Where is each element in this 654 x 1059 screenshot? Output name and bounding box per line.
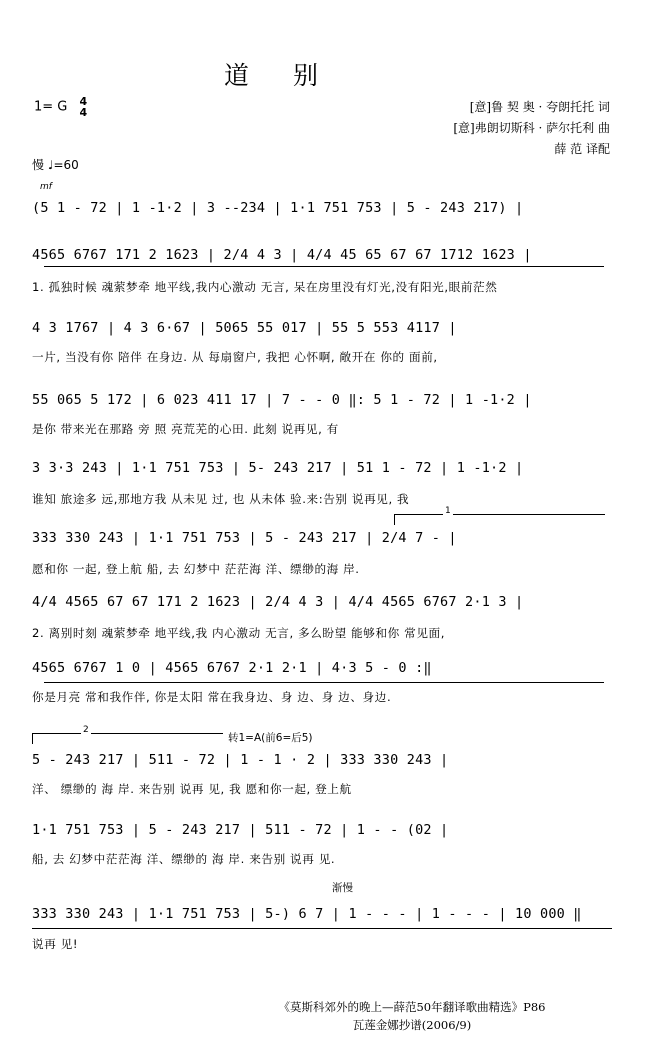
song-title: 道 别 (224, 61, 336, 90)
lyric-line-3: 一片, 当没有你 陪伴 在身边. 从 每扇窗户, 我把 心怀啊, 敞开在 你的 面前, (32, 350, 438, 364)
staff-line-8: 4565 6767 1 0 | 4565 6767 2·1 2·1 | 4·3 5 - 0 :‖ (32, 660, 432, 676)
lyric-line-10: 船, 去 幻梦中茫茫海 洋、缥缈的 海 岸. 来告别 说再 见. (32, 852, 336, 866)
staff-line-2: 4565 6767 171 2 1623 | 2/4 4 3 | 4/4 45 65 67 67 1712 1623 | (32, 247, 532, 263)
modulation-note: 转1=A(前6=后5) (228, 732, 313, 744)
staff-line-9: 5 - 243 217 | 511 - 72 | 1 - 1 · 2 | 333 330 243 | (32, 752, 449, 768)
lyricist-credit: [意]鲁 契 奥 · 夸朗托托 词 (469, 100, 610, 114)
time-signature (80, 96, 88, 118)
staff-line-6: 333 330 243 | 1·1 751 753 | 5 - 243 217 | 2/4 7 - | (32, 530, 457, 546)
lyric-line-2: 1. 孤独时候 魂萦梦牵 地平线,我内心激动 无言, 呆在房里没有灯光,没有阳光,眼前茫然 (32, 280, 498, 294)
volta-bracket-2 (32, 725, 223, 744)
credits (453, 97, 610, 160)
lyric-line-4: 是你 带来光在那路 旁 照 亮荒芜的心田. 此刻 说再见, 有 (32, 422, 339, 436)
lyric-line-5: 谁知 旅途多 远,那地方我 从未见 过, 也 从未体 验.来:告别 说再见, 我 (32, 492, 410, 506)
staff-line-7: 4/4 4565 67 67 171 2 1623 | 2/4 4 3 | 4/4 4565 6767 2·1 3 | (32, 594, 524, 610)
beam-line (44, 682, 604, 683)
translator-credit: 薛 范 译配 (554, 142, 610, 156)
composer-credit: [意]弗朗切斯科 · 萨尔托利 曲 (453, 121, 610, 135)
staff-line-4: 55 065 5 172 | 6 023 411 17 | 7 - - 0 ‖: 5 1 - 72 | 1 -1·2 | (32, 392, 532, 408)
source-citation: 《莫斯科郊外的晚上—薛范50年翻译歌曲精选》P86 (278, 1000, 546, 1014)
volta-bracket-1 (394, 506, 605, 525)
volta-1-label: 1 (445, 506, 451, 516)
beam-line (32, 928, 612, 929)
time-beats: 4 (79, 95, 88, 108)
lyric-line-8: 你是月亮 常和我作伴, 你是太阳 常在我身边、身 边、身 边、身边. (32, 690, 392, 704)
volta-2-label: 2 (83, 725, 89, 735)
lyric-line-6: 愿和你 一起, 登上航 船, 去 幻梦中 茫茫海 洋、缥缈的海 岸. (32, 562, 360, 576)
staff-line-10: 1·1 751 753 | 5 - 243 217 | 511 - 72 | 1 - - (02 | (32, 822, 449, 838)
key-label: 1= G (34, 99, 68, 115)
staff-line-3: 4 3 1767 | 4 3 6·67 | 5065 55 017 | 55 5 553 4117 | (32, 320, 457, 336)
lyric-line-11: 说再 见! (32, 937, 79, 951)
tempo-marking: 慢 ♩=60 (32, 158, 79, 172)
footer (0, 998, 654, 1034)
staff-line-1: (5 1 - 72 | 1 -1·2 | 3 --234 | 1·1 751 753 | 5 - 243 217) | (32, 200, 524, 216)
time-unit: 4 (79, 106, 88, 119)
lyric-line-7: 2. 离别时刻 魂萦梦牵 地平线,我 内心激动 无言, 多么盼望 能够和你 常见面, (32, 626, 446, 640)
staff-line-5: 3 3·3 243 | 1·1 751 753 | 5- 243 217 | 51 1 - 72 | 1 -1·2 | (32, 460, 524, 476)
lyric-line-9: 洋、 缥缈的 海 岸. 来告别 说再 见, 我 愿和你一起, 登上航 (32, 782, 352, 796)
dynamic-marking: mf (40, 182, 52, 192)
beam-line (44, 266, 604, 267)
transcriber-credit: 瓦莲金娜抄谱(2006/9) (352, 1018, 472, 1032)
staff-line-11: 333 330 243 | 1·1 751 753 | 5-) 6 7 | 1 - - - | 1 - - - | 10 000 ‖ (32, 906, 582, 922)
key-signature (34, 96, 87, 118)
ritardando-mark: 渐慢 (332, 882, 353, 894)
